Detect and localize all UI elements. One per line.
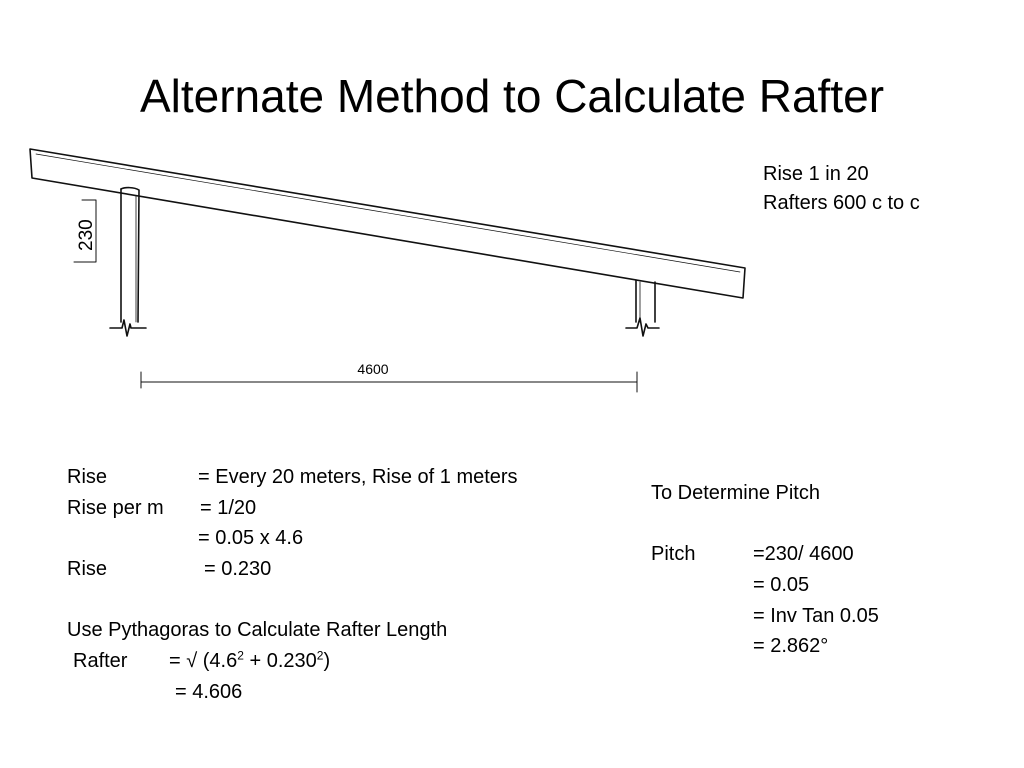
pitch-step2: = 0.05	[753, 574, 810, 597]
pitch-step4-row	[651, 631, 981, 662]
pitch-step2-row	[651, 570, 981, 601]
rise-per-m-value: = 1/20	[200, 496, 257, 519]
rise-label: Rise	[67, 466, 108, 488]
rise-row	[67, 462, 607, 493]
rafter-result: = 4.606	[175, 680, 243, 703]
rise-value: = Every 20 meters, Rise of 1 meters	[198, 466, 518, 488]
height-label: 230	[76, 219, 97, 251]
pitch-heading: To Determine Pitch	[651, 482, 820, 504]
rafter-label: Rafter	[73, 650, 128, 673]
pythagoras-heading: Use Pythagoras to Calculate Rafter Length	[67, 619, 448, 642]
rafter-formula: = √ $(4.6^2 + 0.230^2)$	[169, 648, 331, 673]
rise-ratio-note: Rise 1 in 20	[763, 163, 869, 185]
pythagoras-heading-row	[67, 615, 607, 646]
pitch-step3: = Inv Tan 0.05	[753, 604, 879, 627]
rafter-calculation	[67, 462, 607, 708]
pitch-heading-row	[651, 478, 981, 509]
blank-row	[67, 585, 607, 616]
right-break-symbol	[626, 318, 659, 336]
rise-result-value: = 0.230	[204, 558, 272, 581]
left-break-symbol	[110, 320, 146, 336]
pitch-step1-row	[651, 539, 981, 570]
span-label: 4600	[357, 361, 389, 377]
rise-per-m-row	[67, 493, 607, 524]
rise-result-row	[67, 554, 607, 585]
rafter-result-row	[67, 677, 607, 708]
blank-row	[651, 509, 981, 540]
rise-per-m-label: Rise per m	[67, 496, 164, 519]
pitch-step1: =230/ 4600	[753, 543, 854, 566]
rise-result-label: Rise	[67, 558, 108, 581]
rafter-beam-inner-line	[36, 154, 740, 272]
pitch-step4: = 2.862°	[753, 635, 829, 658]
pitch-calculation	[651, 478, 981, 662]
rise-per-m-calc: = 0.05 x 4.6	[198, 527, 304, 550]
rafter-spacing-note: Rafters 600 c to c	[763, 192, 920, 214]
pitch-step3-row	[651, 601, 981, 632]
rise-per-m-calc-row	[67, 523, 607, 554]
rafter-beam	[30, 149, 745, 298]
rafter-formula-row	[67, 646, 607, 677]
slide-title: Alternate Method to Calculate Rafter	[139, 70, 885, 122]
pitch-label: Pitch	[651, 543, 696, 566]
